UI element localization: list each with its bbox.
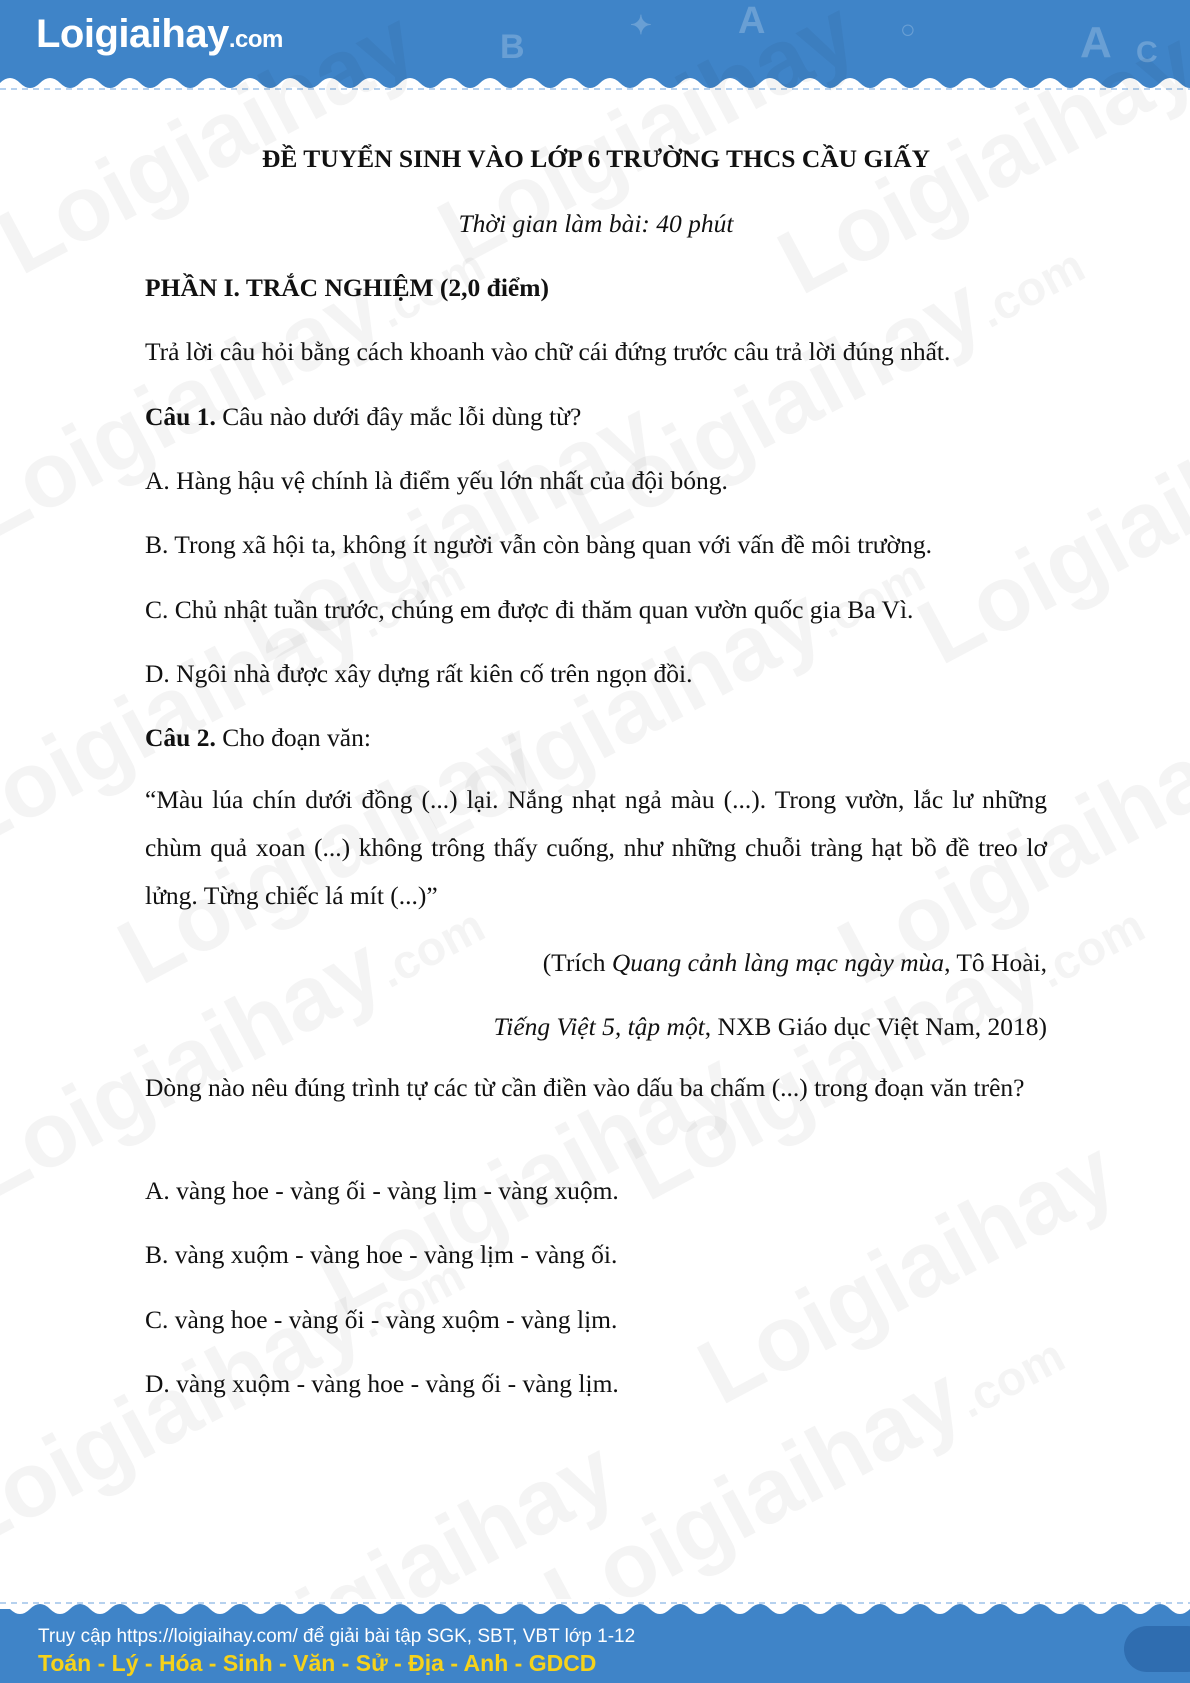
decorative-letter-a-icon: A — [738, 0, 766, 42]
watermark — [902, 379, 1190, 685]
logo-domain: .com — [228, 26, 283, 53]
q1-option-b: B. Trong xã hội ta, không ít người vẫn còn bàng quan với vấn đề môi trường. — [145, 530, 932, 559]
q2-option-c: C. vàng hoe - vàng ối - vàng xuộm - vàng lịm. — [145, 1305, 618, 1334]
q2-citation-line1: (Trích Quang cảnh làng mạc ngày mùa, Tô Hoài, — [542, 948, 1047, 977]
section-title: PHẦN I. TRẮC NGHIỆM (2,0 điểm) — [145, 273, 549, 302]
decorative-letter-a-icon: A — [1080, 18, 1112, 67]
watermark — [682, 1119, 1133, 1425]
question-2 — [145, 723, 371, 753]
question-1-label: Câu 1. — [145, 402, 216, 431]
question-2-label: Câu 2. — [145, 723, 216, 752]
exam-title: ĐỀ TUYỂN SINH VÀO LỚP 6 TRƯỜNG THCS CẦU GIẤY — [261, 144, 931, 173]
decorative-letter-c-icon: C — [1136, 36, 1158, 69]
decorative-letter-b-icon: B — [500, 28, 525, 66]
question-2-text: Cho đoạn văn: — [215, 723, 371, 752]
q2-option-a: A. vàng hoe - vàng ối - vàng lịm - vàng xuộm. — [145, 1176, 619, 1205]
instruction-text: Trả lời câu hỏi bằng cách khoanh vào chữ cái đứng trước câu trả lời đúng nhất. — [145, 337, 951, 366]
page-header — [0, 0, 1190, 92]
exam-duration: Thời gian làm bài: 40 phút — [458, 209, 734, 238]
watermark — [0, 203, 498, 562]
q1-option-a: A. Hàng hậu vệ chính là điểm yếu lớn nhất của đội bóng. — [145, 466, 728, 495]
q1-option-d: D. Ngôi nhà được xây dựng rất kiên cố trên ngọn đồi. — [145, 659, 693, 688]
q2-option-b: B. vàng xuộm - vàng hoe - vàng lịm - vàng ối. — [145, 1240, 618, 1269]
footer-wave-divider — [0, 1599, 1190, 1621]
q2-option-d: D. vàng xuộm - vàng hoe - vàng ối - vàng lịm. — [145, 1369, 619, 1398]
site-logo[interactable] — [36, 12, 283, 57]
citation-book-title: Tiếng Việt 5, tập một — [493, 1012, 705, 1041]
q2-citation-line2: Tiếng Việt 5, tập một, NXB Giáo dục Việt Nam, 2018) — [493, 1012, 1047, 1041]
header-wave-divider — [0, 71, 1190, 93]
page-footer — [0, 1600, 1190, 1683]
footer-access-text[interactable]: Truy cập https://loigiaihay.com/ để giải bài tập SGK, SBT, VBT lớp 1-12 — [38, 1626, 636, 1647]
footer-subjects: Toán - Lý - Hóa - Sinh - Văn - Sử - Địa - Anh - GDCD — [38, 1650, 597, 1676]
q2-passage: “Màu lúa chín dưới đồng (...) lại. Nắng nhạt ngả màu (...). Trong vườn, lắc lư những chùm quả xoan (...) không trông thấy cuống, như những chuỗi tràng hạt bồ đề treo lơ lửng. Từng chiếc lá mít (...)” — [145, 785, 1047, 910]
watermark — [549, 203, 1099, 562]
question-1-text: Câu nào dưới đây mắc lỗi dùng từ? — [215, 402, 582, 431]
footer-decoration — [1124, 1626, 1190, 1672]
question-1 — [145, 402, 581, 432]
q1-option-c: C. Chủ nhật tuần trước, chúng em được đi thăm quan vườn quốc gia Ba Vì. — [145, 595, 914, 624]
logo-text: Loigiaihay — [36, 12, 229, 56]
citation-work-title: Quang cảnh làng mạc ngày mùa — [611, 948, 945, 977]
decorative-circle-icon: ○ — [900, 14, 916, 44]
q2-question: Dòng nào nêu đúng trình tự các từ cần điền vào dấu ba chấm (...) trong đoạn văn trên? — [145, 1073, 1025, 1102]
decorative-star-icon: ✦ — [630, 10, 652, 40]
